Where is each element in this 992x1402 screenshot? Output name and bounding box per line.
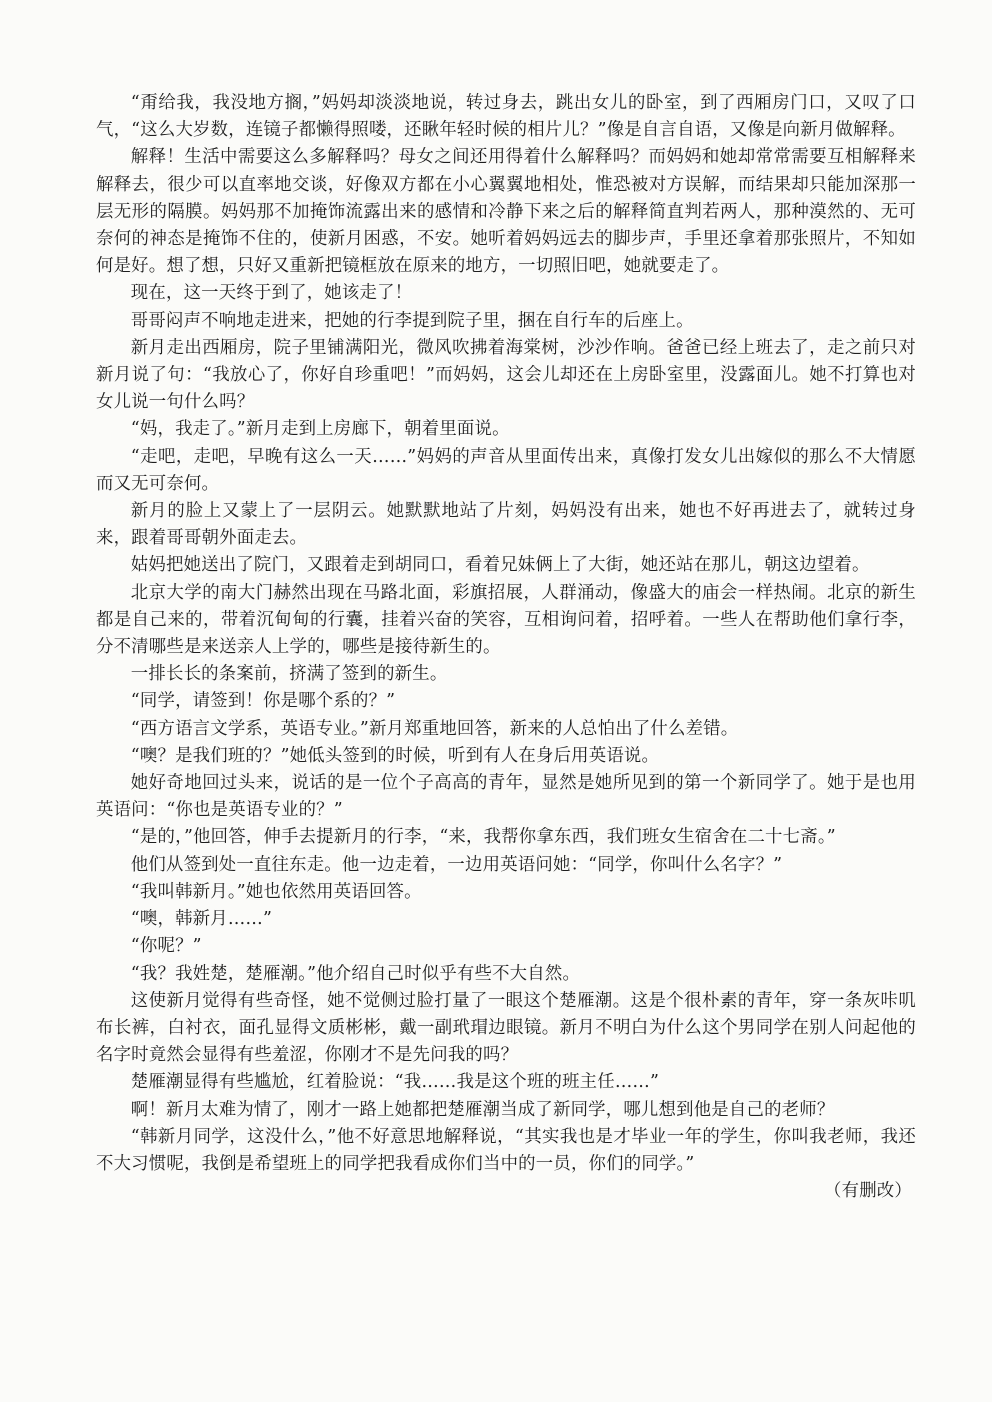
paragraph: 他们从签到处一直往东走。他一边走着，一边用英语问她：“同学，你叫什么名字？” xyxy=(130,854,783,875)
paragraph: “噢，韩新月……” xyxy=(130,909,273,930)
paragraph: 新月的脸上又蒙上了一层阴云。她默默地站了片刻，妈妈没有出来，她也不好再进去了，就转过身来，跟着哥哥朝外面走去。 xyxy=(96,501,916,549)
paragraph: “韩新月同学，这没什么，”他不好意思地解释说，“其实我也是才毕业一年的学生，你叫我老师，我还不大习惯呢，我倒是希望班上的同学把我看成你们当中的一员，你们的同学。” xyxy=(96,1126,916,1174)
paragraph: “甭给我，我没地方搁，”妈妈却淡淡地说，转过身去，跳出女儿的卧室，到了西厢房门口，又叹了口气，“这么大岁数，连镜子都懒得照喽，还瞅年轻时候的相片儿？”像是自言自语，又像是向新月做解释。 xyxy=(96,93,916,141)
paragraph: “我？我姓楚，楚雁潮。”他介绍自己时似乎有些不大自然。 xyxy=(130,963,581,984)
paragraph: “西方语言文学系，英语专业。”新月郑重地回答，新来的人总怕出了什么差错。 xyxy=(130,718,739,739)
document-body xyxy=(96,90,916,1205)
paragraph: 哥哥闷声不响地走进来，把她的行李提到院子里，捆在自行车的后座上。 xyxy=(130,310,694,331)
paragraph: 楚雁潮显得有些尴尬，红着脸说：“我……我是这个班的班主任……” xyxy=(130,1072,660,1093)
paragraph: 北京大学的南大门赫然出现在马路北面，彩旗招展，人群涌动，像盛大的庙会一样热闹。北京的新生都是自己来的，带着沉甸甸的行囊，挂着兴奋的笑容，互相询问着，招呼着。一些人在帮助他们拿行李，分不清哪些是来送亲人上学的，哪些是接待新生的。 xyxy=(96,582,916,658)
paragraph: 这使新月觉得有些奇怪，她不觉侧过脸打量了一眼这个楚雁潮。这是个很朴素的青年，穿一条灰咔叽布长裤，白衬衣，面孔显得文质彬彬，戴一副玳瑁边眼镜。新月不明白为什么这个男同学在别人问起他的名字时竟然会显得有些羞涩，你刚才不是先问我的吗？ xyxy=(96,990,916,1066)
paragraph: “妈，我走了。”新月走到上房廊下，朝着里面说。 xyxy=(130,419,510,440)
paragraph: 新月走出西厢房，院子里铺满阳光，微风吹拂着海棠树，沙沙作响。爸爸已经上班去了，走之前只对新月说了句：“我放心了，你好自珍重吧！”而妈妈，这会儿却还在上房卧室里，没露面儿。她不打算也对女儿说一句什么吗？ xyxy=(96,337,916,413)
paragraph: “是的，”他回答，伸手去提新月的行李，“来，我帮你拿东西，我们班女生宿舍在二十七斋。” xyxy=(130,827,836,848)
paragraph: 解释！生活中需要这么多解释吗？母女之间还用得着什么解释吗？而妈妈和她却常常需要互相解释来解释去，很少可以直率地交谈，好像双方都在小心翼翼地相处，惟恐被对方误解，而结果却只能加深那一层无形的隔膜。妈妈那不加掩饰流露出来的感情和冷静下来之后的解释简直判若两人，那种漠然的、无可奈何的神态是掩饰不住的，使新月困惑，不安。她听着妈妈远去的脚步声，手里还拿着那张照片，不知如何是好。想了想，只好又重新把镜框放在原来的地方，一切照旧吧，她就要走了。 xyxy=(96,147,916,277)
paragraph: 姑妈把她送出了院门，又跟着走到胡同口，看着兄妹俩上了大街，她还站在那儿，朝这边望着。 xyxy=(130,555,870,576)
paragraph: “你呢？” xyxy=(130,936,202,957)
paragraph: 啊！新月太难为情了，刚才一路上她都把楚雁潮当成了新同学，哪儿想到他是自己的老师？ xyxy=(130,1099,835,1120)
paragraph: 一排长长的条案前，挤满了签到的新生。 xyxy=(130,664,448,685)
paragraph: “同学，请签到！你是哪个系的？” xyxy=(130,691,396,712)
source-note: （有删改） xyxy=(824,1181,912,1202)
paragraph: “走吧，走吧，早晚有这么一天……”妈妈的声音从里面传出来，真像打发女儿出嫁似的那么不大情愿而又无可奈何。 xyxy=(96,446,916,494)
paragraph: “噢？是我们班的？”她低头签到的时候，听到有人在身后用英语说。 xyxy=(130,745,660,766)
paragraph: 她好奇地回过头来，说话的是一位个子高高的青年，显然是她所见到的第一个新同学了。她于是也用英语问：“你也是英语专业的？” xyxy=(96,773,916,821)
paragraph: “我叫韩新月。”她也依然用英语回答。 xyxy=(130,881,422,902)
paragraph: 现在，这一天终于到了，她该走了！ xyxy=(130,283,413,304)
